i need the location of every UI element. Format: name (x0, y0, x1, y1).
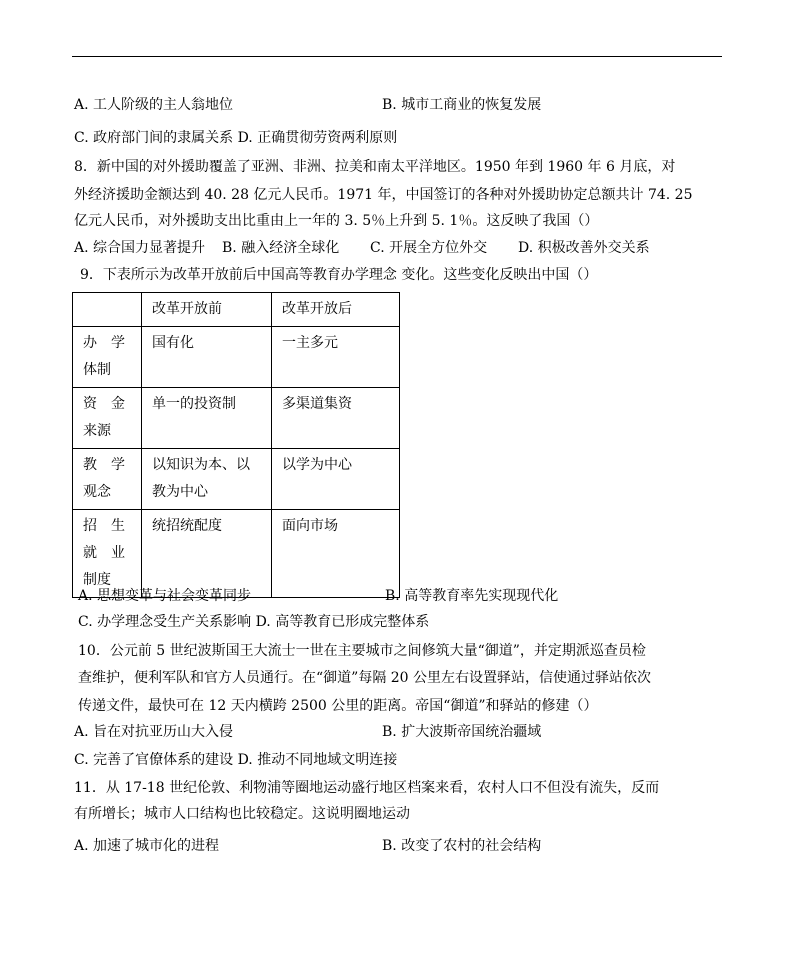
q7-option-cd[interactable]: C. 政府部门间的隶属关系 D. 正确贯彻劳资两利原则 (74, 130, 398, 146)
table-row (73, 388, 400, 449)
row-label-line: 招 生 (83, 518, 125, 534)
before-line: 统招统配度 (152, 518, 222, 534)
row-label (73, 388, 142, 449)
q8-stem-line1: 8．新中国的对外援助覆盖了亚洲、非洲、拉美和南太平洋地区。1950 年到 1960 年 6 月底，对 (74, 159, 676, 175)
row-label-line: 体制 (83, 362, 111, 378)
q11-option-b[interactable]: B. 改变了农村的社会结构 (382, 838, 542, 854)
row-label-line: 来源 (83, 423, 111, 439)
q8-option-b[interactable]: B. 融入经济全球化 (222, 240, 340, 256)
education-comparison-table (72, 292, 400, 598)
row-label-line: 资 金 (83, 396, 125, 412)
q10-stem-line1: 10．公元前 5 世纪波斯国王大流士一世在主要城市之间修筑大量“御道”，并定期派巡查员检 (78, 643, 646, 659)
q9-stem: 9．下表所示为改革开放前后中国高等教育办学理念 变化。这些变化反映出中国（） (80, 267, 598, 283)
table-header-cell (73, 293, 142, 327)
before-cell (142, 388, 272, 449)
table-row (73, 327, 400, 388)
row-label (73, 510, 142, 598)
row-label-line: 教 学 (83, 457, 125, 473)
table-header-row (73, 293, 400, 327)
q10-option-b[interactable]: B. 扩大波斯帝国统治疆域 (382, 724, 542, 740)
after-cell: 以学为中心 (272, 449, 400, 510)
before-cell (142, 449, 272, 510)
header-rule (72, 56, 722, 57)
table-header-cell: 改革开放前 (142, 293, 272, 327)
before-line: 教为中心 (152, 484, 208, 500)
q11-stem-line2: 有所增长；城市人口结构也比较稳定。这说明圈地运动 (74, 806, 410, 822)
q9-option-cd[interactable]: C. 办学理念受生产关系影响 D. 高等教育已形成完整体系 (78, 614, 430, 630)
before-cell (142, 327, 272, 388)
row-label-line: 就 业 (83, 545, 125, 561)
q10-option-a[interactable]: A. 旨在对抗亚历山大入侵 (74, 724, 234, 740)
row-label-line: 观念 (83, 484, 111, 500)
q10-option-cd[interactable]: C. 完善了官僚体系的建设 D. 推动不同地域文明连接 (74, 752, 398, 768)
q9-option-b[interactable]: B. 高等教育率先实现现代化 (385, 588, 559, 604)
q8-option-a[interactable]: A. 综合国力显著提升 (74, 240, 206, 256)
table-row (73, 449, 400, 510)
q8-option-c[interactable]: C. 开展全方位外交 (370, 240, 488, 256)
row-label (73, 327, 142, 388)
q11-stem-line1: 11．从 17-18 世纪伦敦、利物浦等圈地运动盛行地区档案来看，农村人口不但没有流失，反而 (74, 780, 660, 796)
q8-stem-line2: 外经济援助金额达到 40. 28 亿元人民币。1971 年，中国签订的各种对外援助协定总额共计 74. 25 (74, 187, 693, 203)
after-cell: 面向市场 (272, 510, 400, 598)
q11-option-a[interactable]: A. 加速了城市化的进程 (74, 838, 220, 854)
q10-stem-line2: 查维护，便利军队和官方人员通行。在“御道”每隔 20 公里左右设置驿站，信使通过驿站依次 (78, 670, 652, 686)
q7-option-a[interactable]: A. 工人阶级的主人翁地位 (74, 97, 234, 113)
before-line: 国有化 (152, 335, 194, 351)
row-label-line: 制度 (83, 572, 111, 588)
q7-option-b[interactable]: B. 城市工商业的恢复发展 (382, 97, 542, 113)
q8-option-d[interactable]: D. 积极改善外交关系 (518, 240, 650, 256)
table-header-cell: 改革开放后 (272, 293, 400, 327)
after-cell: 一主多元 (272, 327, 400, 388)
row-label (73, 449, 142, 510)
row-label-line: 办 学 (83, 335, 125, 351)
q10-stem-line3: 传递文件，最快可在 12 天内横跨 2500 公里的距离。帝国“御道”和驿站的修建（） (78, 698, 598, 714)
before-line: 单一的投资制 (152, 396, 236, 412)
q9-option-a[interactable]: A. 思想变革与社会变革同步 (78, 588, 252, 604)
after-cell: 多渠道集资 (272, 388, 400, 449)
table-row (73, 510, 400, 598)
q8-stem-line3: 亿元人民币，对外援助支出比重由上一年的 3. 5％上升到 5. 1％。这反映了我国（） (74, 213, 599, 229)
before-cell (142, 510, 272, 598)
before-line: 以知识为本、以 (152, 457, 250, 473)
